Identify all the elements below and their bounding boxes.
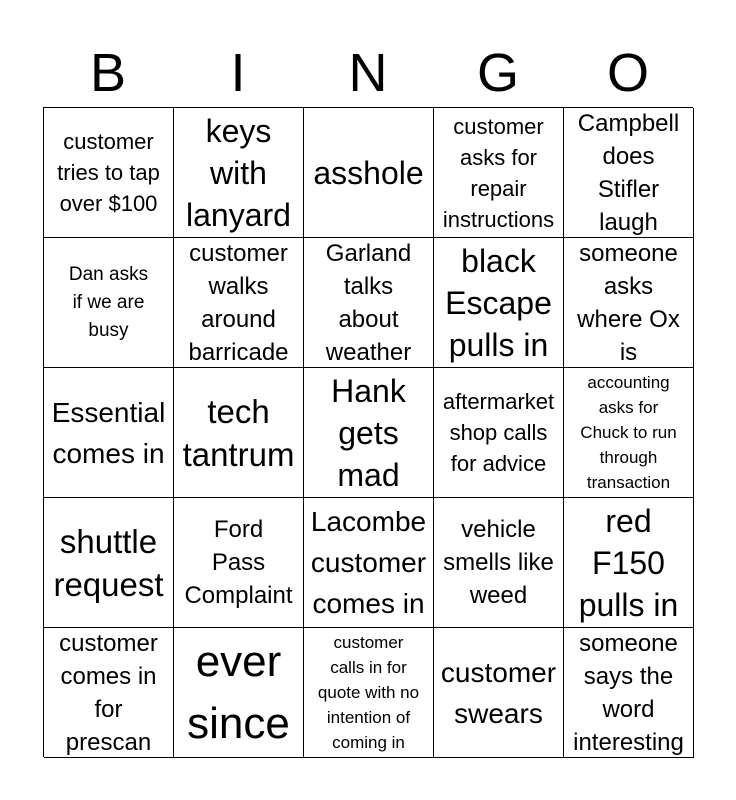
cell-text: customer comes in for prescan: [59, 629, 158, 756]
bingo-cell[interactable]: [564, 498, 694, 628]
cell-text: customer asks for repair instructions: [442, 113, 555, 232]
cell-text: ever since: [187, 636, 290, 748]
bingo-cell[interactable]: [304, 238, 434, 368]
bingo-cell[interactable]: [564, 628, 694, 758]
cell-text: someone says the word interesting: [573, 629, 684, 756]
bingo-cell[interactable]: [304, 628, 434, 758]
header-letter-n: N: [348, 43, 388, 103]
cell-text: Ford Pass Complaint: [184, 516, 293, 609]
header-letter-g: G: [476, 43, 519, 103]
bingo-cell[interactable]: [564, 108, 694, 238]
cell-text: accounting asks for Chuck to run through transaction: [580, 373, 677, 492]
bingo-cell[interactable]: [434, 108, 564, 238]
header-letter-i: I: [230, 43, 246, 103]
cell-text: red F150 pulls in: [578, 502, 679, 623]
cell-text: aftermarket shop calls for advice: [442, 389, 555, 476]
bingo-cell[interactable]: [434, 238, 564, 368]
bingo-cell[interactable]: [304, 108, 434, 238]
bingo-cell[interactable]: [304, 498, 434, 628]
cell-text: tech tantrum: [182, 392, 295, 473]
cell-text: Dan asks if we are busy: [68, 263, 149, 341]
cell-text: keys with lanyard: [186, 112, 291, 233]
cell-text: vehicle smells like weed: [443, 516, 554, 609]
bingo-cell[interactable]: [174, 628, 304, 758]
bingo-cell[interactable]: [44, 108, 174, 238]
bingo-cell[interactable]: [44, 368, 174, 498]
cell-text: black Escape pulls in: [445, 242, 552, 363]
cell-text: shuttle request: [53, 522, 164, 603]
header-letter-b: B: [89, 43, 127, 103]
bingo-cell[interactable]: [174, 368, 304, 498]
cell-text: customer swears: [440, 656, 557, 729]
bingo-cell[interactable]: [174, 108, 304, 238]
cell-text: customer tries to tap over $100: [57, 129, 160, 216]
bingo-cell[interactable]: [434, 628, 564, 758]
cell-text: Campbell does Stifler laugh: [577, 109, 680, 236]
bingo-header: [43, 38, 693, 108]
bingo-cell[interactable]: [44, 238, 174, 368]
bingo-board: [43, 107, 693, 757]
cell-text: someone asks where Ox is: [577, 239, 680, 366]
cell-text: Garland talks about weather: [325, 239, 412, 366]
cell-text: Essential comes in: [51, 396, 166, 469]
bingo-cell[interactable]: [44, 628, 174, 758]
cell-text: customer calls in for quote with no intention of coming in: [317, 633, 420, 752]
bingo-cell[interactable]: [174, 238, 304, 368]
cell-text: customer walks around barricade: [188, 239, 289, 366]
cell-text: Lacombe customer comes in: [310, 506, 427, 619]
bingo-cell[interactable]: [564, 368, 694, 498]
bingo-cell[interactable]: [434, 498, 564, 628]
cell-text: asshole: [313, 154, 424, 191]
bingo-cell[interactable]: [434, 368, 564, 498]
cell-text: Hank gets mad: [331, 372, 406, 493]
bingo-cell[interactable]: [304, 368, 434, 498]
bingo-cell[interactable]: [44, 498, 174, 628]
bingo-cell[interactable]: [174, 498, 304, 628]
bingo-cell[interactable]: [564, 238, 694, 368]
header-letter-o: O: [606, 43, 649, 103]
